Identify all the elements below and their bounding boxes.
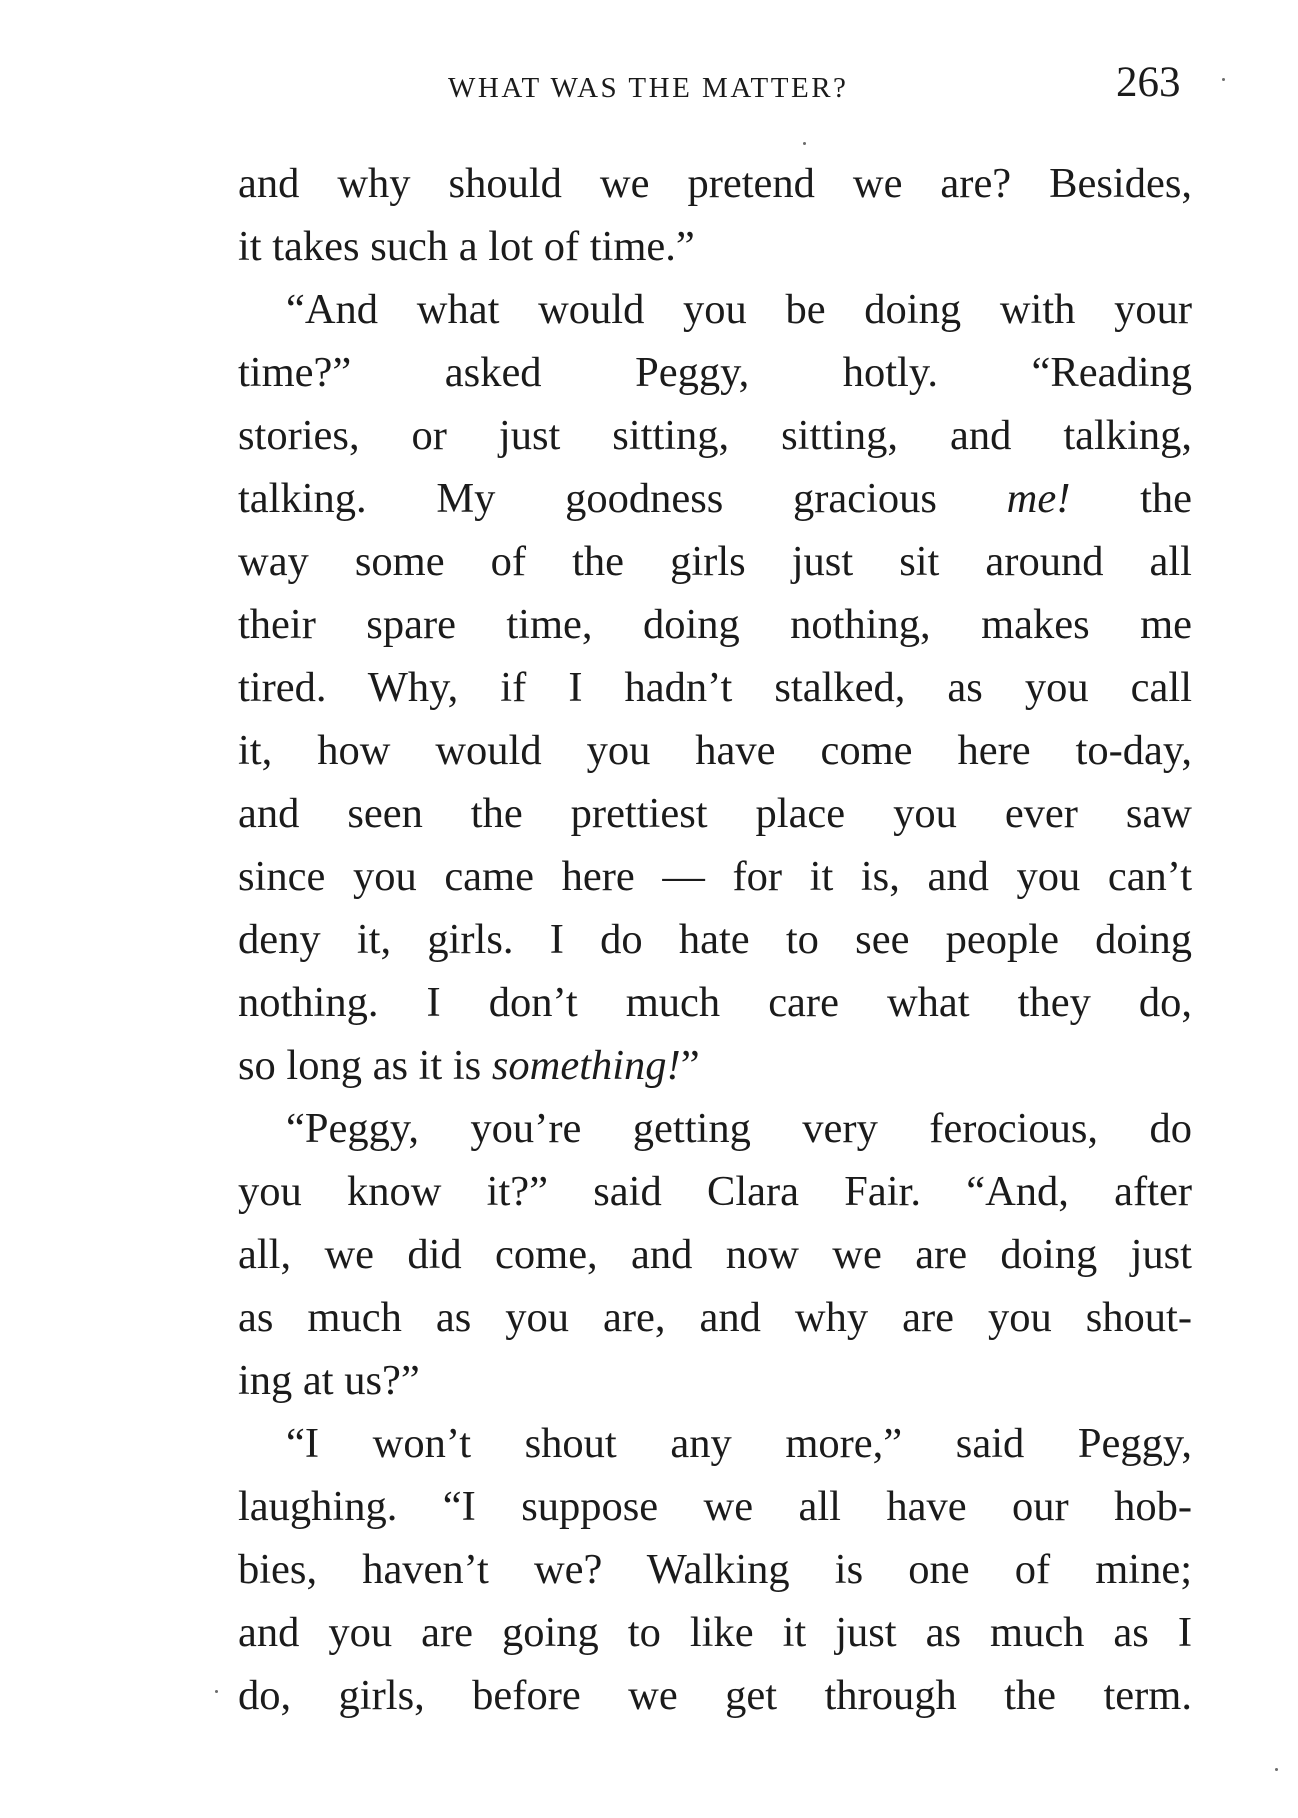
- running-head: [0, 58, 1298, 118]
- text-line: “Peggy, you’re getting very ferocious, do: [286, 1105, 1192, 1152]
- text-line: their spare time, doing nothing, makes me: [238, 601, 1192, 648]
- emphasis: me!: [1006, 475, 1071, 522]
- text-line: stories, or just sitting, sitting, and talking,: [238, 412, 1192, 459]
- emphasis: something!: [491, 1042, 681, 1089]
- text-line: so long as it is something!”: [238, 1042, 700, 1089]
- text-line: it takes such a lot of time.”: [238, 223, 695, 270]
- text-line: nothing. I don’t much care what they do,: [238, 979, 1192, 1026]
- text-line: deny it, girls. I do hate to see people doing: [238, 916, 1192, 963]
- text-line: it, how would you have come here to-day,: [238, 727, 1192, 774]
- text-line: way some of the girls just sit around all: [238, 538, 1192, 585]
- text-line: all, we did come, and now we are doing just: [238, 1231, 1192, 1278]
- text-line: since you came here — for it is, and you can’t: [238, 853, 1192, 900]
- text-line: “I won’t shout any more,” said Peggy,: [286, 1420, 1192, 1467]
- scan-speck: [1222, 78, 1225, 81]
- text-line: as much as you are, and why are you shout-: [238, 1294, 1192, 1341]
- text-line: tired. Why, if I hadn’t stalked, as you call: [238, 664, 1192, 711]
- text-line: you know it?” said Clara Fair. “And, after: [238, 1168, 1192, 1215]
- text-line: and why should we pretend we are? Besides,: [238, 160, 1192, 207]
- text-line: and you are going to like it just as much as I: [238, 1609, 1192, 1656]
- scan-speck: [803, 142, 806, 145]
- page-number: 263: [1116, 59, 1181, 106]
- text-line: do, girls, before we get through the term.: [238, 1672, 1192, 1719]
- scan-speck: [1275, 1768, 1278, 1771]
- body-text: [238, 152, 1192, 1727]
- scan-speck: [215, 1690, 218, 1693]
- text-line: ing at us?”: [238, 1357, 420, 1404]
- text-line: talking. My goodness gracious me! the: [238, 475, 1193, 522]
- text-line: “And what would you be doing with your: [286, 286, 1192, 333]
- text-line: laughing. “I suppose we all have our hob-: [238, 1483, 1192, 1530]
- running-title: WHAT WAS THE MATTER?: [448, 72, 849, 104]
- text-line: bies, haven’t we? Walking is one of mine;: [238, 1546, 1192, 1593]
- text-line: and seen the prettiest place you ever saw: [238, 790, 1192, 837]
- text-line: time?” asked Peggy, hotly. “Reading: [238, 349, 1192, 396]
